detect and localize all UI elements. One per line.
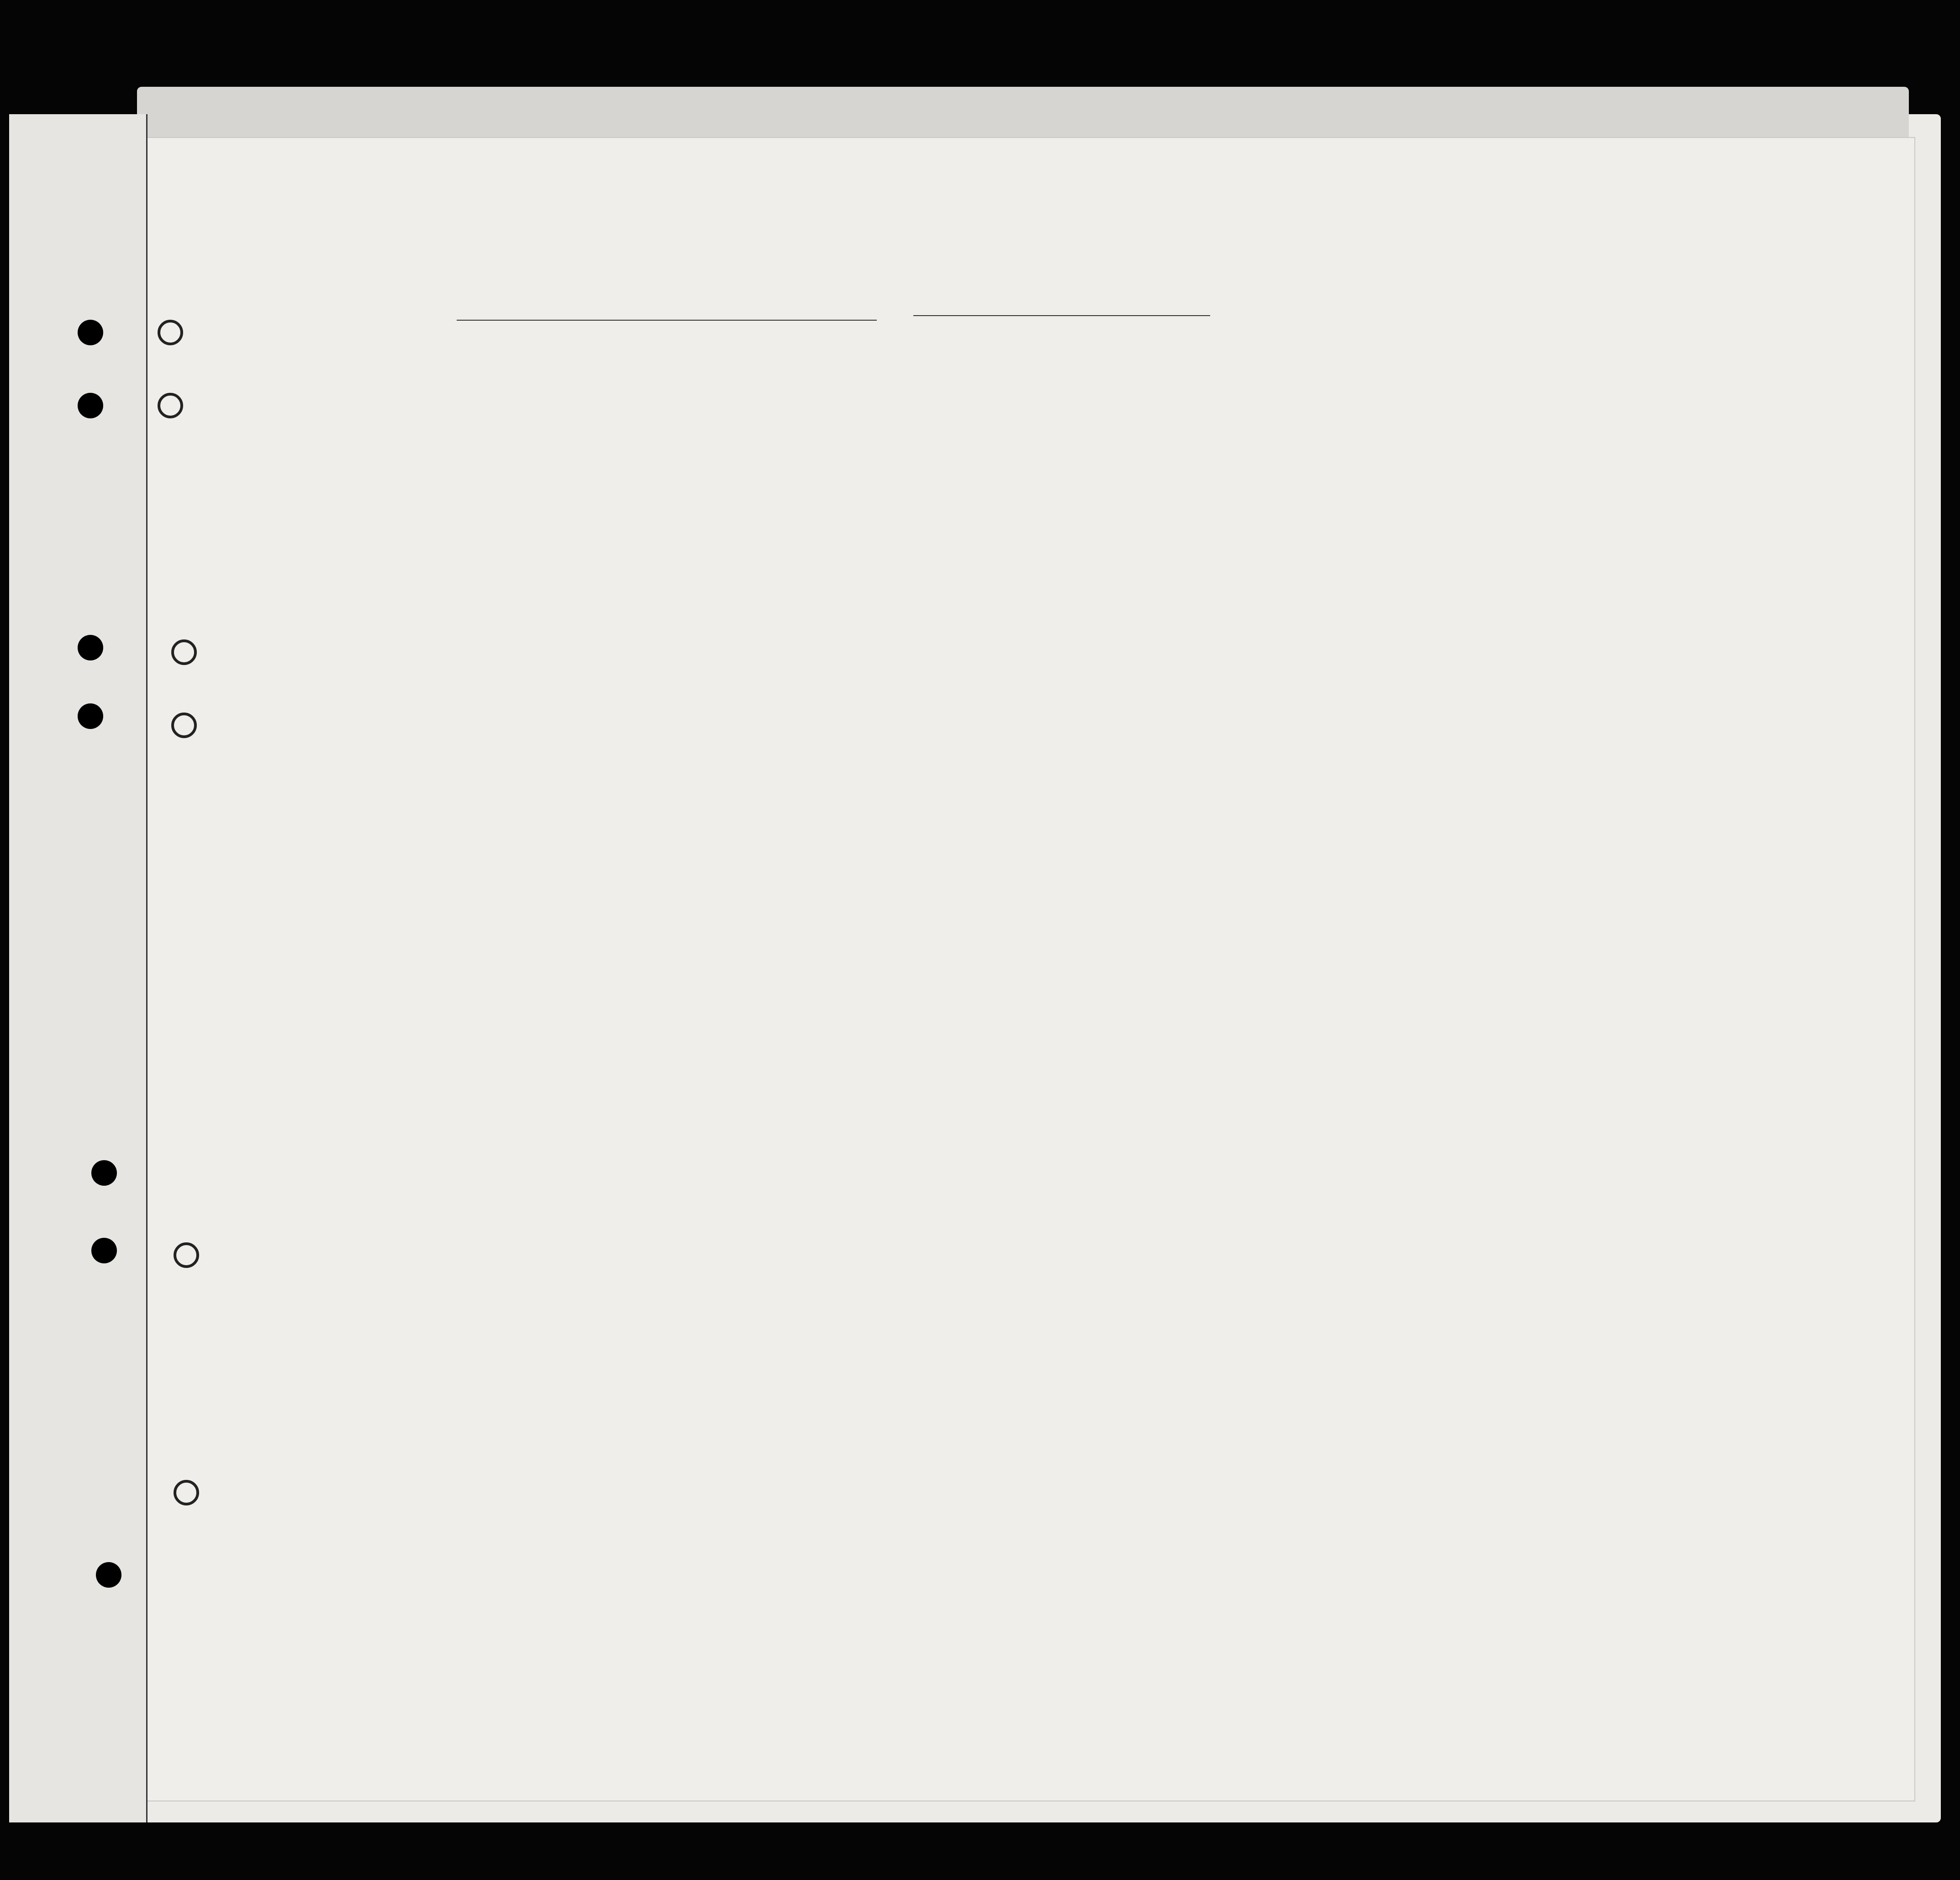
port-underline <box>457 320 877 321</box>
punch-hole <box>158 320 183 345</box>
underlying-sheet <box>137 87 1909 142</box>
punch-hole <box>174 1242 199 1268</box>
punch-hole <box>78 393 103 418</box>
date-underline <box>913 315 1210 316</box>
manifest-page <box>146 137 1915 1801</box>
punch-hole <box>91 1160 117 1186</box>
punch-hole <box>174 1480 199 1505</box>
punch-hole <box>171 713 197 738</box>
punch-hole <box>96 1562 121 1588</box>
punch-hole <box>158 393 183 418</box>
punch-hole <box>171 639 197 665</box>
punch-hole <box>78 703 103 729</box>
left-page-strip <box>9 114 148 1822</box>
punch-hole <box>91 1238 117 1263</box>
punch-hole <box>78 635 103 660</box>
punch-hole <box>78 320 103 345</box>
